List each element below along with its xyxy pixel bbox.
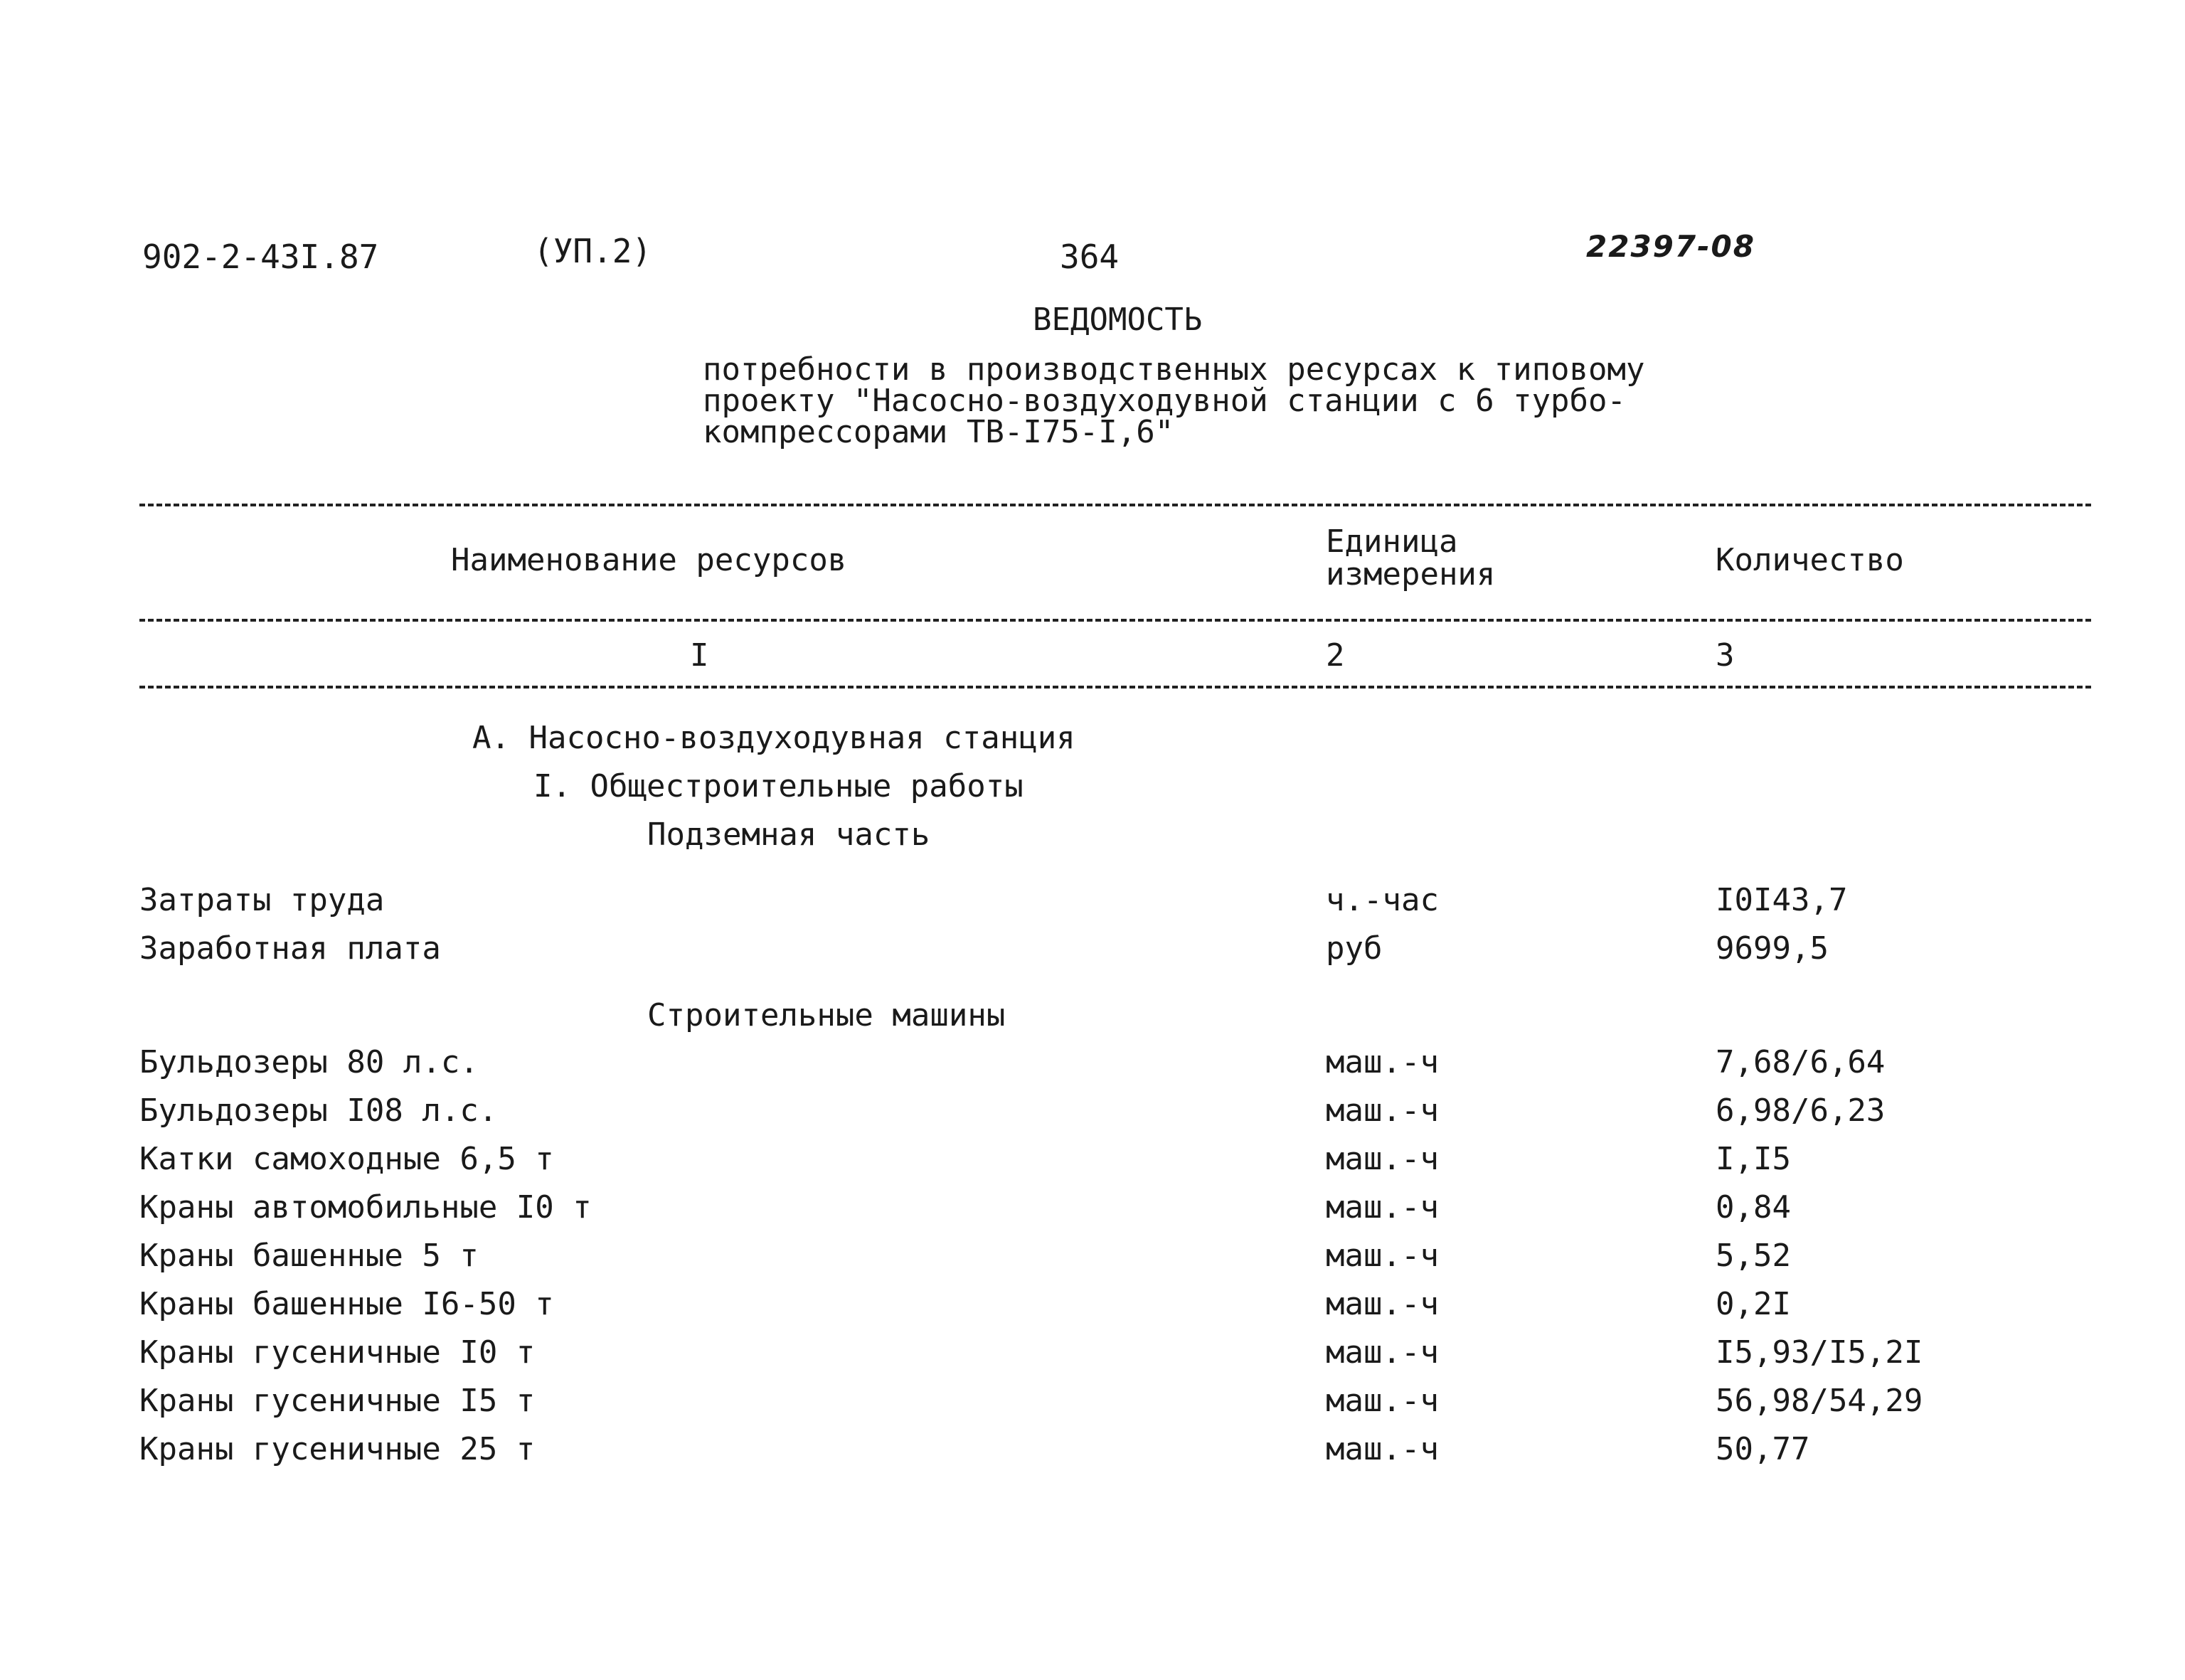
table-row-name: Затраты труда — [139, 882, 385, 918]
table-row-quantity: 5,52 — [1716, 1238, 1791, 1274]
table-row-quantity: 0,84 — [1716, 1189, 1791, 1226]
table-row-unit: руб — [1326, 930, 1383, 967]
table-row-quantity: 6,98/6,23 — [1716, 1092, 1886, 1129]
table-row-name: Катки самоходные 6,5 т — [139, 1141, 554, 1177]
table-rule-bottom — [139, 686, 2091, 689]
column-header-unit-line-1: Единица — [1326, 523, 1458, 560]
table-row-unit: маш.-ч — [1326, 1238, 1439, 1274]
table-row-name: Краны автомобильные I0 т — [139, 1189, 592, 1226]
subsection-machines: Строительные машины — [647, 997, 1006, 1033]
column-header-unit-line-2: измерения — [1326, 556, 1496, 592]
table-row-quantity: 50,77 — [1716, 1431, 1810, 1467]
table-row-unit: маш.-ч — [1326, 1044, 1439, 1080]
inventory-number: 22397-08 — [1586, 229, 1755, 264]
table-row-quantity: I5,93/I5,2I — [1716, 1334, 1923, 1371]
table-row-quantity: 56,98/54,29 — [1716, 1383, 1923, 1419]
column-header-name: Наименование ресурсов — [451, 542, 847, 578]
page-number: 364 — [1060, 238, 1120, 276]
table-row-unit: маш.-ч — [1326, 1286, 1439, 1322]
table-rule-top — [139, 504, 2091, 506]
document-title: ВЕДОМОСТЬ — [1033, 302, 1203, 338]
table-row-unit: маш.-ч — [1326, 1334, 1439, 1371]
table-row-name: Краны башенные I6-50 т — [139, 1286, 554, 1322]
section-heading-1: I. Общестроительные работы — [533, 768, 1024, 804]
table-row-quantity: I0I43,7 — [1716, 882, 1848, 918]
table-row-quantity: 0,2I — [1716, 1286, 1791, 1322]
album-number: (УП.2) — [533, 232, 652, 270]
subtitle-line-1: потребности в производственных ресурсах к типовому — [703, 351, 1645, 388]
column-header-quantity: Количество — [1716, 542, 1904, 578]
column-number-2: 2 — [1326, 637, 1345, 674]
table-rule-middle — [139, 619, 2091, 622]
table-row-name: Краны гусеничные I0 т — [139, 1334, 536, 1371]
table-row-name: Бульдозеры I08 л.с. — [139, 1092, 498, 1129]
table-row-unit: маш.-ч — [1326, 1189, 1439, 1226]
document-code: 902-2-43I.87 — [142, 238, 379, 276]
table-row-name: Краны гусеничные I5 т — [139, 1383, 536, 1419]
subtitle-line-2: проекту "Насосно-воздуходувной станции с 6 турбо- — [703, 383, 1627, 419]
column-number-3: 3 — [1716, 637, 1735, 674]
column-number-1: I — [690, 637, 709, 674]
table-row-quantity: I,I5 — [1716, 1141, 1791, 1177]
table-row-name: Бульдозеры 80 л.с. — [139, 1044, 479, 1080]
subsection-underground: Подземная часть — [647, 817, 930, 853]
table-row-quantity: 7,68/6,64 — [1716, 1044, 1886, 1080]
table-row-name: Краны башенные 5 т — [139, 1238, 479, 1274]
table-row-name: Краны гусеничные 25 т — [139, 1431, 536, 1467]
table-row-unit: маш.-ч — [1326, 1141, 1439, 1177]
table-row-name: Заработная плата — [139, 930, 441, 967]
subtitle-line-3: компрессорами ТВ-I75-I,6" — [703, 414, 1174, 450]
table-row-unit: ч.-час — [1326, 882, 1439, 918]
table-row-unit: маш.-ч — [1326, 1431, 1439, 1467]
table-row-unit: маш.-ч — [1326, 1092, 1439, 1129]
section-heading-a: А. Насосно-воздуходувная станция — [472, 720, 1075, 756]
table-row-unit: маш.-ч — [1326, 1383, 1439, 1419]
table-row-quantity: 9699,5 — [1716, 930, 1829, 967]
